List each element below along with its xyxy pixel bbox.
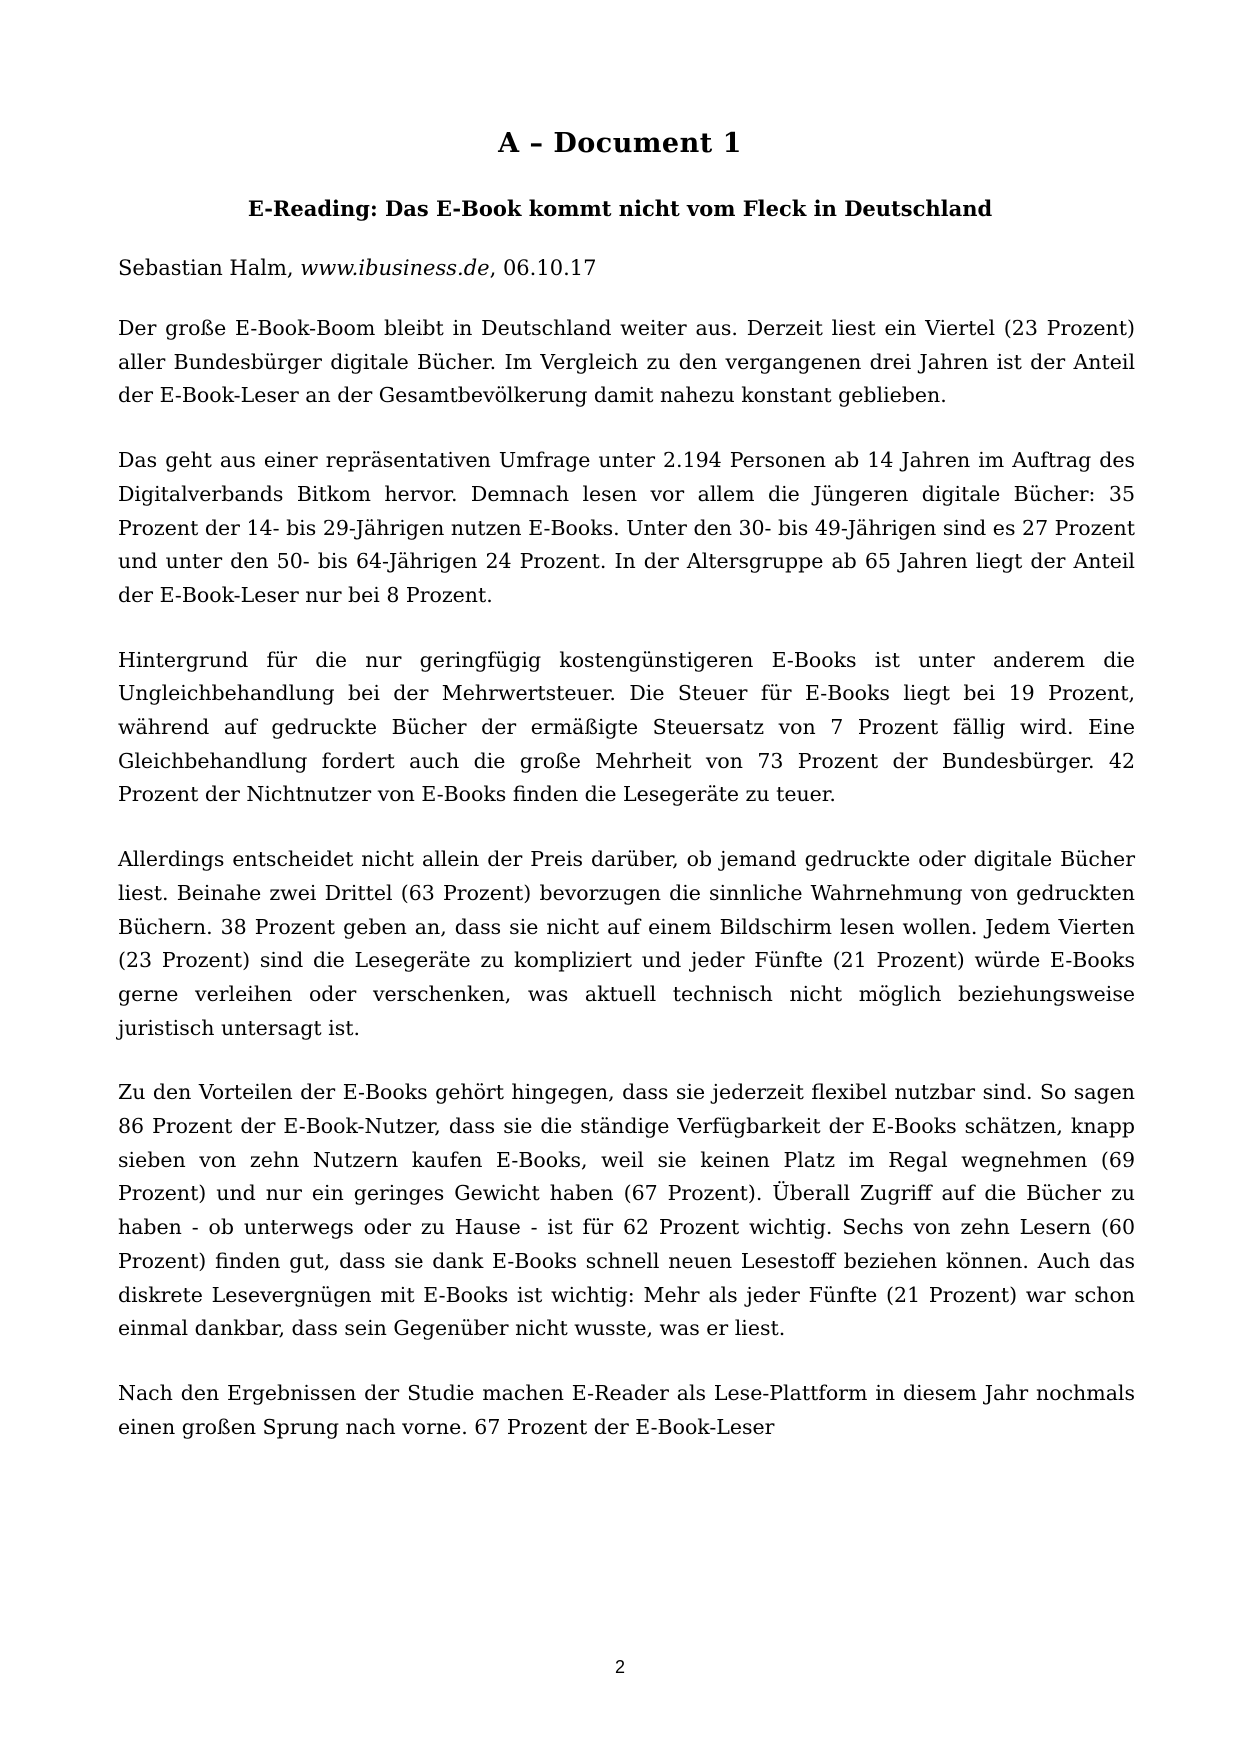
byline-date: , 06.10.17 (489, 256, 597, 280)
document-heading: A – Document 1 (498, 128, 742, 159)
paragraph: Hintergrund für die nur geringfügig kostengünstigeren E-Books ist unter anderem die Ungleichbehandlung bei der Mehrwertsteuer. Die Steuer für E-Books liegt bei 19 Prozent, während auf gedruckte Bücher der ermäßigte Steuersatz von 7 Prozent fällig wird. Eine Gleichbehandlung fordert auch die große Mehrheit von 73 Prozent der Bundesbürger. 42 Prozent der Nichtnutzer von E-Books finden die Lesegeräte zu teuer. (118, 647, 1135, 807)
byline (118, 256, 596, 280)
article-body (118, 312, 1135, 1475)
paragraph: Allerdings entscheidet nicht allein der Preis darüber, ob jemand gedruckte oder digitale Bücher liest. Beinahe zwei Drittel (63 Prozent) bevorzugen die sinnliche Wahrnehmung von gedruckten Büchern. 38 Prozent geben an, dass sie nicht auf einem Bildschirm lesen wollen. Jedem Vierten (23 Prozent) sind die Lesegeräte zu kompliziert und jeder Fünfte (21 Prozent) würde E-Books gerne verleihen oder verschenken, was aktuell technisch nicht möglich beziehungsweise juristisch untersagt ist. (118, 847, 1135, 1040)
page-number: 2 (614, 1657, 625, 1677)
paragraph: Zu den Vorteilen der E-Books gehört hingegen, dass sie jederzeit flexibel nutzbar sind. So sagen 86 Prozent der E-Book-Nutzer, dass sie die ständige Verfügbarkeit der E-Books schätzen, knapp sieben von zehn Nutzern kaufen E-Books, weil sie keinen Platz im Regal wegnehmen (69 Prozent) und nur ein geringes Gewicht haben (67 Prozent). Überall Zugriff auf die Bücher zu haben - ob unterwegs oder zu Hause - ist für 62 Prozent wichtig. Sechs von zehn Lesern (60 Prozent) finden gut, dass sie dank E-Books schnell neuen Lesestoff beziehen können. Auch das diskrete Lesevergnügen mit E-Books ist wichtig: Mehr als jeder Fünfte (21 Prozent) war schon einmal dankbar, dass sein Gegenüber nicht wusste, was er liest. (118, 1080, 1135, 1341)
byline-url: www.ibusiness.de (300, 256, 490, 280)
paragraph: Nach den Ergebnissen der Studie machen E-Reader als Lese-Plattform in diesem Jahr nochmals einen großen Sprung nach vorne. 67 Prozent der E-Book-Leser (118, 1380, 1135, 1439)
article-title: E-Reading: Das E-Book kommt nicht vom Fleck in Deutschland (247, 196, 993, 221)
byline-author: Sebastian Halm, (118, 256, 301, 280)
paragraph: Das geht aus einer repräsentativen Umfrage unter 2.194 Personen ab 14 Jahren im Auftrag des Digitalverbands Bitkom hervor. Demnach lesen vor allem die Jüngeren digitale Bücher: 35 Prozent der 14- bis 29-Jährigen nutzen E-Books. Unter den 30- bis 49-Jährigen sind es 27 Prozent und unter den 50- bis 64-Jährigen 24 Prozent. In der Altersgruppe ab 65 Jahren liegt der Anteil der E-Book-Leser nur bei 8 Prozent. (118, 448, 1135, 607)
paragraph: Der große E-Book-Boom bleibt in Deutschland weiter aus. Derzeit liest ein Viertel (23 Prozent) aller Bundesbürger digitale Bücher. Im Vergleich zu den vergangenen drei Jahren ist der Anteil der E-Book-Leser an der Gesamtbevölkerung damit nahezu konstant geblieben. (118, 316, 1135, 408)
